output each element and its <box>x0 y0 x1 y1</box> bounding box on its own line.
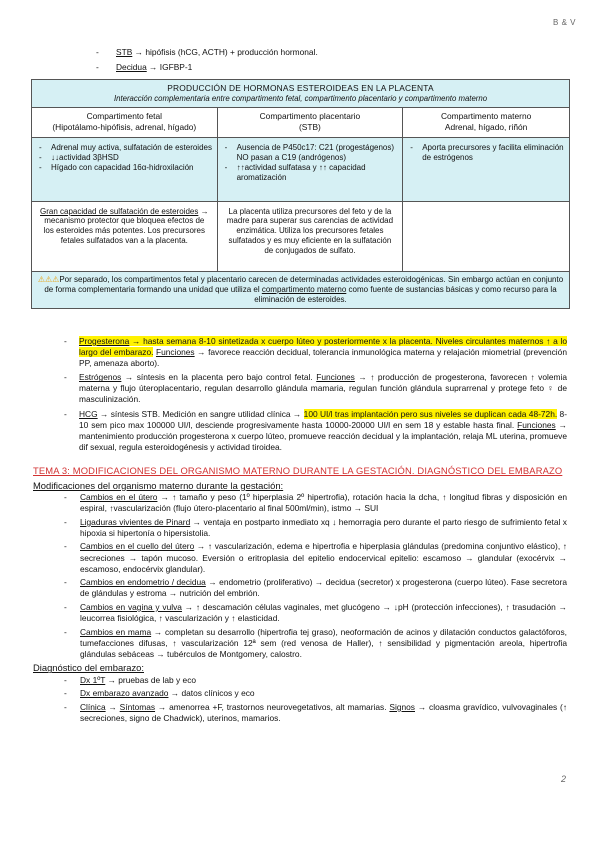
list-item <box>33 372 567 405</box>
term: Cambios en endometrio / decidua <box>80 577 206 588</box>
functions-term: Funciones <box>155 347 195 358</box>
item-text: → <box>105 701 120 712</box>
diagnosis-list <box>33 675 567 724</box>
item-text: → amenorrea +F, trastornos neurovegetativos, alt mamarias. <box>155 701 390 712</box>
item-text: → ↑ vascularización, edema e hipertrofia e hiperplasia glándulas (predomina conjuntivo elástico), ↑ secreciones → tapón mucoso. Eversión o eritroplasia del epitelio endocervical epitelio: escamoso → glandular (exocérvix → escamoso, endocérvix glandular). <box>80 541 567 574</box>
col-head-line: (STB) <box>298 122 321 133</box>
desc-text: La placenta utiliza precursores del feto y de la madre para superar sus carencias de actividad enzimática. Utiliza los precursores fetales sulfatados y es muy eficiente en la sulfatación de conjugados de sulfato. <box>226 206 394 255</box>
warning-icon: ⚠⚠⚠ <box>37 274 60 284</box>
placental-items-cell <box>217 137 403 201</box>
term: HCG <box>79 408 98 419</box>
term: Signos <box>389 701 415 712</box>
desc-text: → mecanismo protector que bloquea efectos de los esteroides más potentes. Los precursores fetales sulfatados van a la placenta. <box>43 206 209 245</box>
term: Dx embarazo avanzado <box>80 688 169 699</box>
subsection-title: Modificaciones del organismo materno durante la gestación: <box>33 479 284 491</box>
term: Cambios en el útero <box>80 492 158 503</box>
functions-term: Funciones <box>316 372 355 383</box>
item-text: → mantenimiento producción progesterona x cuerpo lúteo, promueve reacción decidual y la implantación, relaja ML uterina, promueve dif sexual, regula esteroidogénesis y actividad tiroidea. <box>79 419 567 452</box>
col-head-line: Adrenal, hígado, riñón <box>444 122 528 133</box>
list-item <box>33 492 567 514</box>
term: Clínica <box>80 701 106 712</box>
warning-text: Por separado, los compartimentos fetal y placentario carecen de determinadas actividades esteroidogénicas. Sin embargo actúan en conjunto de forma complementaria formando una unidad que utiliza el <box>44 274 564 294</box>
list-item <box>33 702 567 724</box>
list-item <box>33 336 567 369</box>
list-item: - ↑↑actividad sulfatasa y ↑↑ capacidad aromatización <box>222 163 399 183</box>
list-item: - Adrenal muy activa, sulfatación de esteroides <box>36 143 213 153</box>
table-title-cell <box>32 80 570 108</box>
item-text: → IGFBP-1 <box>146 62 193 73</box>
header-initials: B & V <box>553 18 576 27</box>
page-number: 2 <box>560 774 566 785</box>
item-text: → favorece reacción decidual, tolerancia inmunológica materna y relajación miometrial (prevención PP, amenaza aborto). <box>79 347 567 369</box>
desc-term: Gran capacidad de sulfatación de esteroides <box>40 206 199 216</box>
modifications-list <box>33 492 567 660</box>
hormone-list <box>33 336 567 453</box>
fetal-items-cell <box>32 137 218 201</box>
list-item <box>96 62 536 73</box>
col-head-fetal <box>32 108 218 137</box>
term: Progesterona <box>79 336 130 346</box>
item-text: → síntesis en la placenta pero bajo control fetal. <box>121 372 317 383</box>
item-text: → cloasma gravídico, vulvovaginales (↑ secreciones, signo de Chadwick), uterinos, mamarios. <box>80 701 568 724</box>
placenta-hormones-table <box>31 79 570 309</box>
col-head-line: Compartimento fetal <box>86 111 163 122</box>
warning-text: como fuente de sustancias básicas y como recurso para la eliminación de esteroides. <box>254 284 557 304</box>
list-item: - ↓↓actividad 3βHSD <box>36 153 213 163</box>
maternal-items-cell <box>403 137 570 201</box>
list-item <box>33 675 567 686</box>
subsection-title: Diagnóstico del embarazo: <box>33 662 144 674</box>
list-item <box>33 627 567 660</box>
functions-term: Funciones <box>517 419 556 430</box>
maternal-desc-cell <box>403 201 570 271</box>
list-item <box>33 517 567 539</box>
term: Dx 1ºT <box>80 674 106 685</box>
list-item <box>96 47 536 58</box>
item-text: 8-10 sem pico max 100000 UI/l, desciende progresivamente hasta 10000-20000 UI/l en sem 18 y estable hasta final. <box>79 408 568 430</box>
highlight-text: 100 UI/l tras implantación pero sus niveles se duplican cada 48-72h. <box>303 408 558 419</box>
col-head-placental <box>217 108 403 137</box>
warning-cell <box>32 271 570 308</box>
term: Cambios en vagina y vulva <box>80 601 182 612</box>
item-text: → ↑ tamaño y peso (1º hiperplasia 2º hipertrofia), rotación hacia la dcha, ↑ longitud fibras y disposición en espiral, ↑vascularización (flujo útero-placentario al final 500ml/min), istmo → SUI <box>80 492 568 514</box>
list-item: - Ausencia de P450c17: C21 (progestágenos) NO pasan a C19 (andrógenos) <box>222 143 399 163</box>
item-text: → síntesis STB. Medición en sangre utilidad clínica → <box>97 408 304 419</box>
top-list <box>96 47 536 77</box>
list-item <box>33 688 567 699</box>
term: Cambios en mama <box>80 626 152 637</box>
fetal-desc-cell <box>32 201 218 271</box>
list-item <box>33 577 567 599</box>
item-text: → pruebas de lab y eco <box>105 674 197 685</box>
col-head-line: Compartimento materno <box>440 111 532 122</box>
col-head-maternal <box>403 108 570 137</box>
item-text: → datos clínicos y eco <box>168 688 255 699</box>
placental-desc-cell <box>217 201 403 271</box>
term: Ligaduras vivientes de Pinard <box>80 516 191 527</box>
item-text: → ↑ descamación células vaginales, met glucógeno → ↓pH (protección infecciones), ↑ trasudación → leucorrea fisiológica, ↑ vascularización y ↑ elasticidad. <box>80 601 567 623</box>
list-item <box>33 541 567 574</box>
term: Síntomas <box>119 701 156 712</box>
term: Cambios en el cuello del útero <box>80 541 195 552</box>
col-head-line: (Hipotálamo-hipófisis, adrenal, hígado) <box>52 122 197 133</box>
list-item <box>33 409 567 453</box>
main-content <box>33 336 567 727</box>
table-title: PRODUCCIÓN DE HORMONAS ESTEROIDEAS EN LA PLACENTA <box>167 83 434 93</box>
list-item <box>33 602 567 624</box>
section-title: TEMA 3: MODIFICACIONES DEL ORGANISMO MATERNO DURANTE LA GESTACIÓN. DIAGNÓSTICO DEL EMBARAZO <box>33 464 563 476</box>
item-text: → ventaja en postparto inmediato xq ↓ hemorragia pero durante el parto riesgo de sufrimiento fetal x hipoxia si hipertonía o hipersistolia. <box>80 516 567 538</box>
term: Decidua <box>116 62 147 73</box>
table-subtitle: Interacción complementaria entre compartimento fetal, compartimento placentario y compartimento materno <box>113 94 488 104</box>
list-item: - Aporta precursores y facilita eliminación de estrógenos <box>407 143 565 163</box>
item-text: → ↑ producción de progesterona, favorecen ↑ volemia materna y flujo úteroplacentario, regulan desarrollo glándula mamaria, regulan función glándula suprarrenal y protege feto ♀ de masculinización. <box>79 372 567 405</box>
item-text: → completan su desarrollo (hipertrofia tej graso), neoformación de acinos y dilatación conductos galactóforos, tumefacciones difusas, ↑ vascularización 12ª sem (red venosa de Haller), ↑ sensibilidad y pigmentación areola, hipertrofia glándulas sebáceas → tubérculos de Montgomery, calostro. <box>80 626 567 659</box>
item-text: → hipófisis (hCG, ACTH) + producción hormonal. <box>132 47 318 57</box>
term: STB <box>116 47 133 57</box>
warning-term: compartimento materno <box>261 284 347 294</box>
item-text: → endometrio (proliferativo) → decidua (secretor) x progesterona (cuerpo lúteo). Fase secretora de glándulas y estroma → nutrición del embrión. <box>80 577 568 599</box>
col-head-line: Compartimento placentario <box>259 111 361 122</box>
term: Estrógenos <box>79 372 122 383</box>
list-item: - Hígado con capacidad 16α-hidroxilación <box>36 163 213 173</box>
highlight-text: → hasta semana 8-10 sintetizada x cuerpo lúteo y posteriormente x la placenta. Niveles circulantes maternos ↑ a lo largo del embarazo. <box>79 336 567 358</box>
